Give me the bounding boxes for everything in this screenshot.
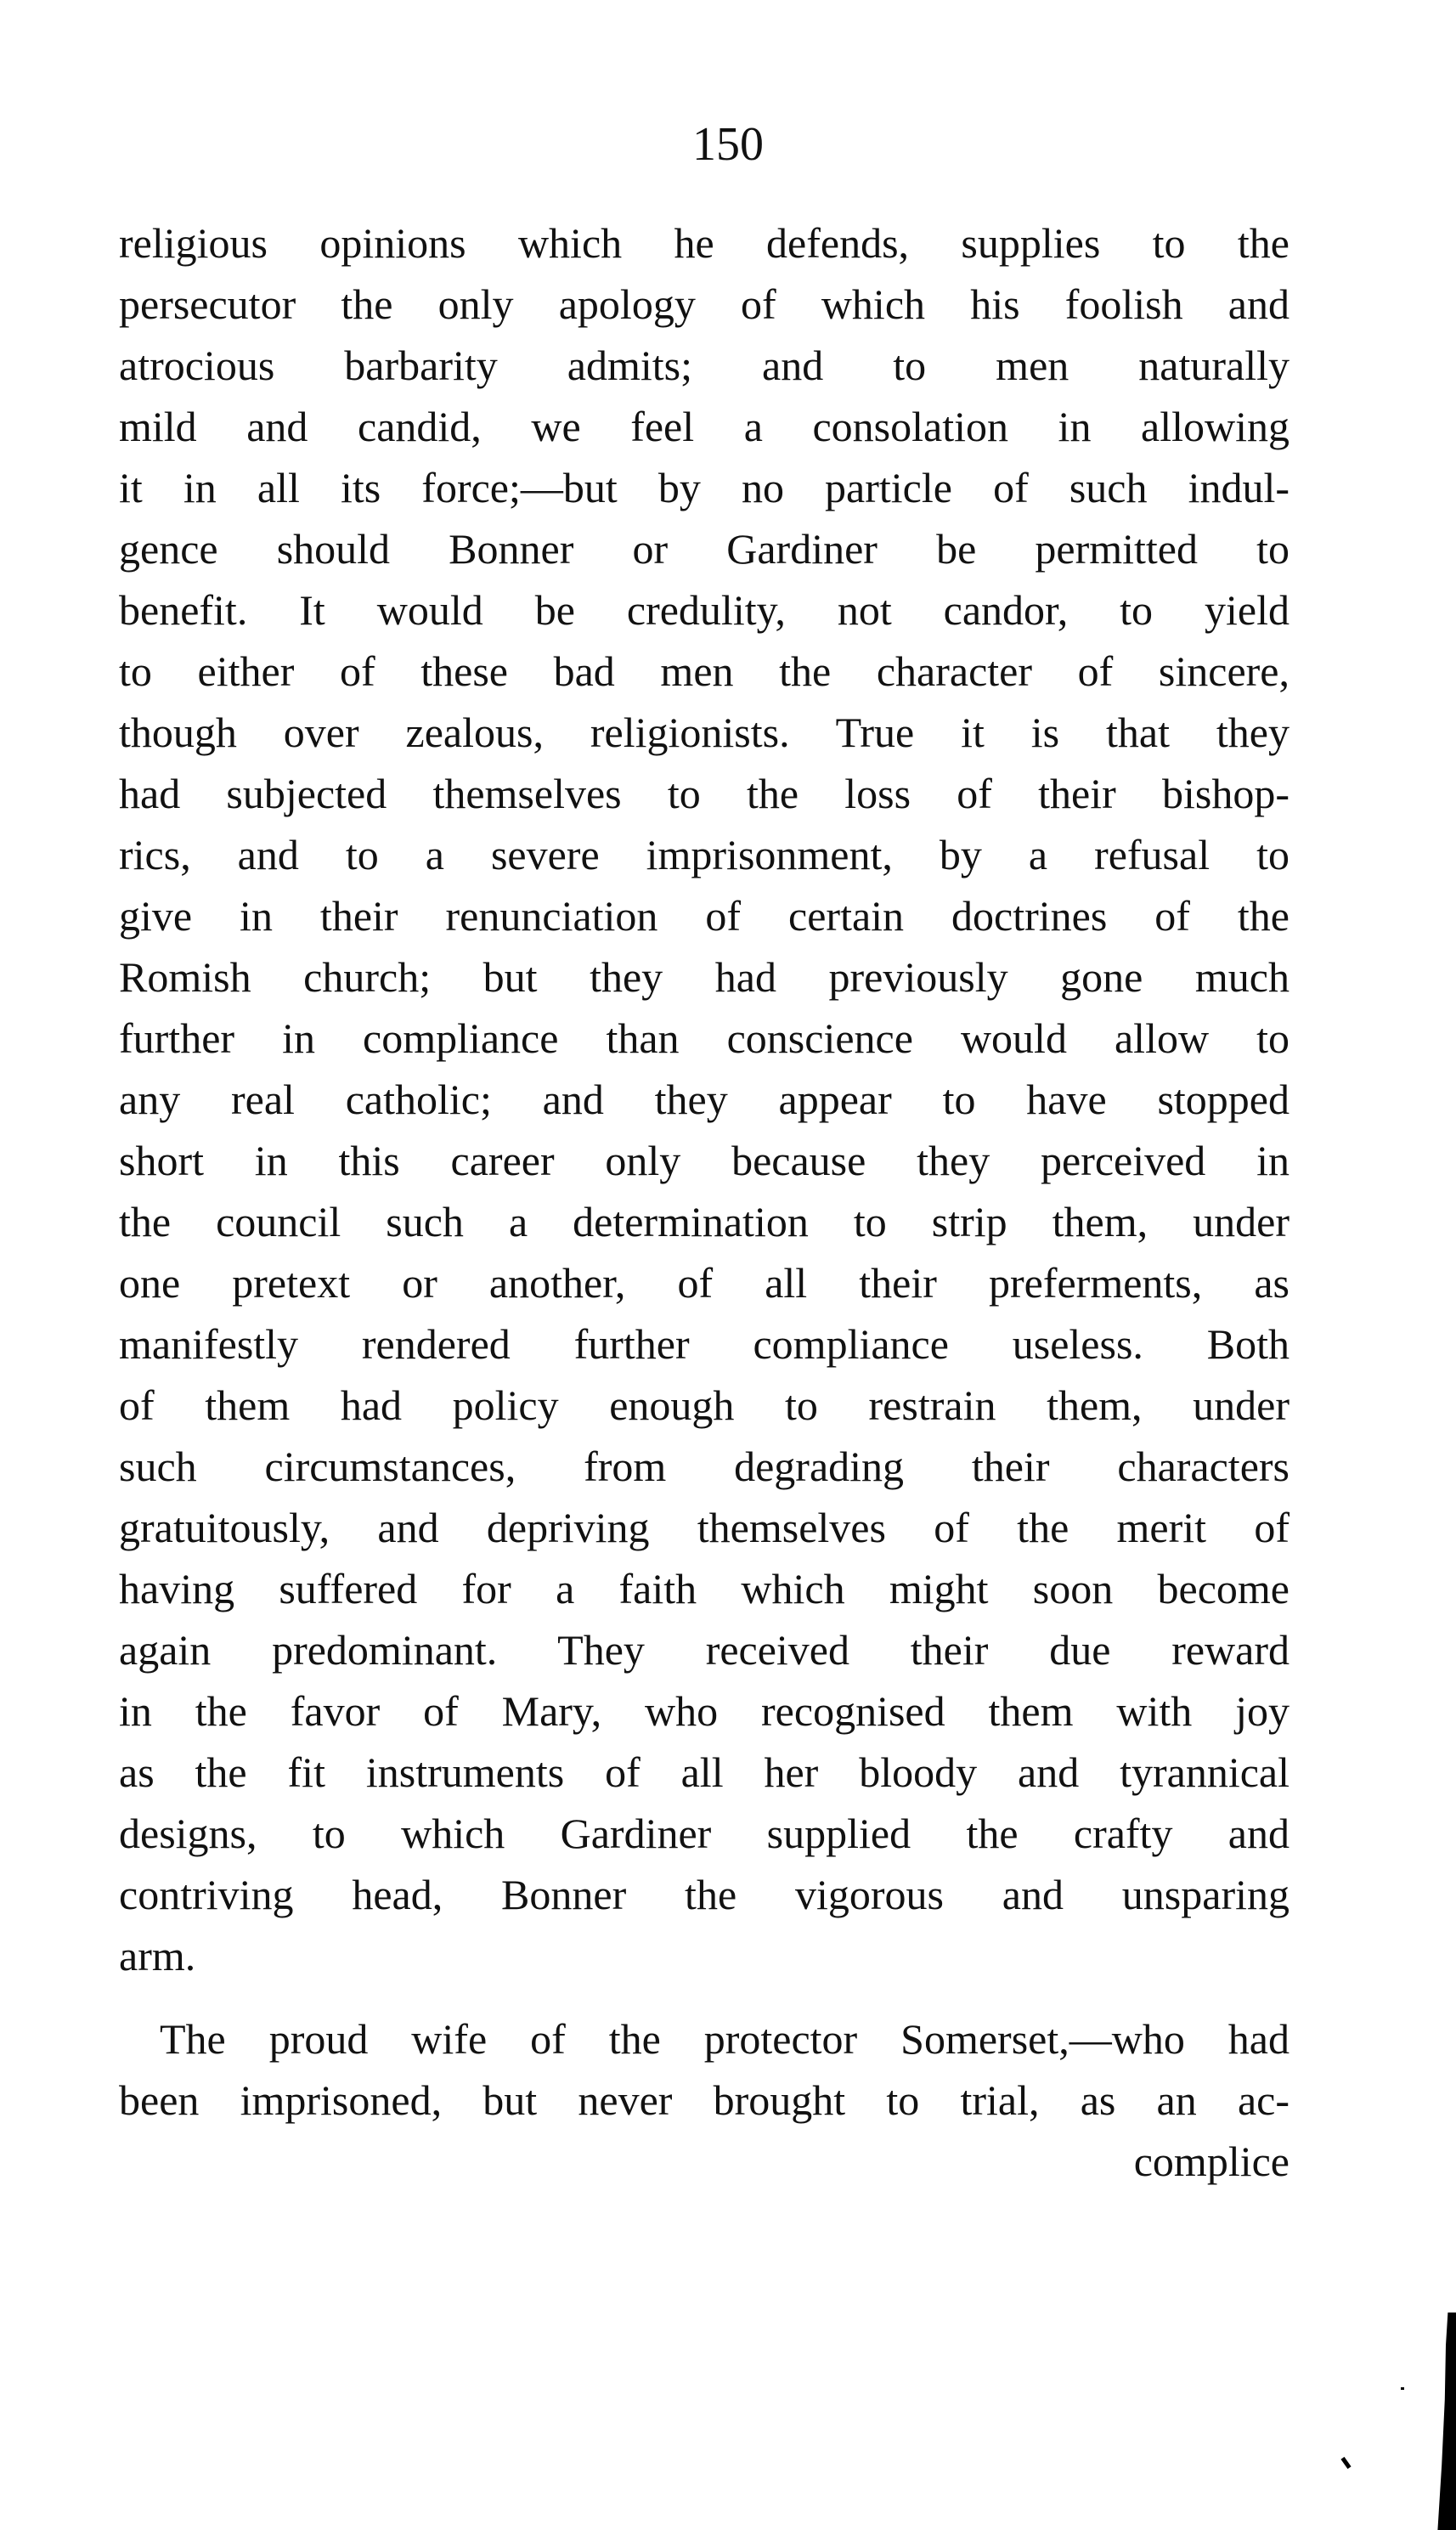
text-line: of them had policy enough to restrain them, under (119, 1381, 1290, 1429)
text-line: The proud wife of the protector Somerset,—who had (160, 2015, 1290, 2063)
text-line: arm. (119, 1932, 196, 1979)
ink-speck (1401, 2387, 1404, 2390)
page-number: 150 (692, 118, 764, 171)
text-line: to either of these bad men the character of sincere, (119, 647, 1290, 695)
text-line: gence should Bonner or Gardiner be permitted to (119, 525, 1290, 573)
text-line: it in all its force;—but by no particle of such indul- (119, 464, 1290, 511)
text-line: benefit. It would be credulity, not candor, to yield (119, 586, 1290, 634)
text-line: designs, to which Gardiner supplied the crafty and (119, 1810, 1290, 1857)
text-line: persecutor the only apology of which his foolish and (119, 280, 1290, 328)
text-line: in the favor of Mary, who recognised them with joy (119, 1687, 1290, 1735)
text-line: as the fit instruments of all her bloody and tyrannical (119, 1748, 1290, 1796)
text-line: one pretext or another, of all their preferments, as (119, 1259, 1290, 1307)
text-line: having suffered for a faith which might soon become (119, 1565, 1290, 1612)
paragraph-gap (119, 1986, 1290, 2008)
text-line: been imprisoned, but never brought to trial, as an ac- (119, 2076, 1290, 2124)
ink-speck (1340, 2457, 1351, 2469)
text-line: mild and candid, we feel a consolation in allowing (119, 403, 1290, 450)
text-line: gratuitously, and depriving themselves of the merit of (119, 1504, 1290, 1551)
text-line: manifestly rendered further compliance useless. Both (119, 1320, 1290, 1368)
text-line: short in this career only because they perceived in (119, 1137, 1290, 1184)
text-line: further in compliance than conscience would allow to (119, 1014, 1290, 1062)
text-line: again predominant. They received their due reward (119, 1626, 1290, 1674)
text-line: rics, and to a severe imprisonment, by a refusal to (119, 831, 1290, 878)
text-line: the council such a determination to strip them, under (119, 1198, 1290, 1245)
body-text (119, 212, 1290, 2192)
text-line: though over zealous, religionists. True it is that they (119, 709, 1290, 756)
text-line: religious opinions which he defends, supplies to the (119, 219, 1290, 267)
catchword: complice (1133, 2138, 1290, 2185)
text-line: any real catholic; and they appear to have stopped (119, 1076, 1290, 1123)
text-line: atrocious barbarity admits; and to men naturally (119, 342, 1290, 389)
page-edge-shadow (1436, 2313, 1456, 2530)
text-line: Romish church; but they had previously gone much (119, 953, 1290, 1001)
text-line: contriving head, Bonner the vigorous and unsparing (119, 1871, 1290, 1918)
text-line: give in their renunciation of certain doctrines of the (119, 892, 1290, 940)
paragraph-1 (119, 212, 1290, 1986)
paragraph-2 (119, 2008, 1290, 2131)
text-line: such circumstances, from degrading their characters (119, 1443, 1290, 1490)
text-line: had subjected themselves to the loss of their bishop- (119, 770, 1290, 817)
